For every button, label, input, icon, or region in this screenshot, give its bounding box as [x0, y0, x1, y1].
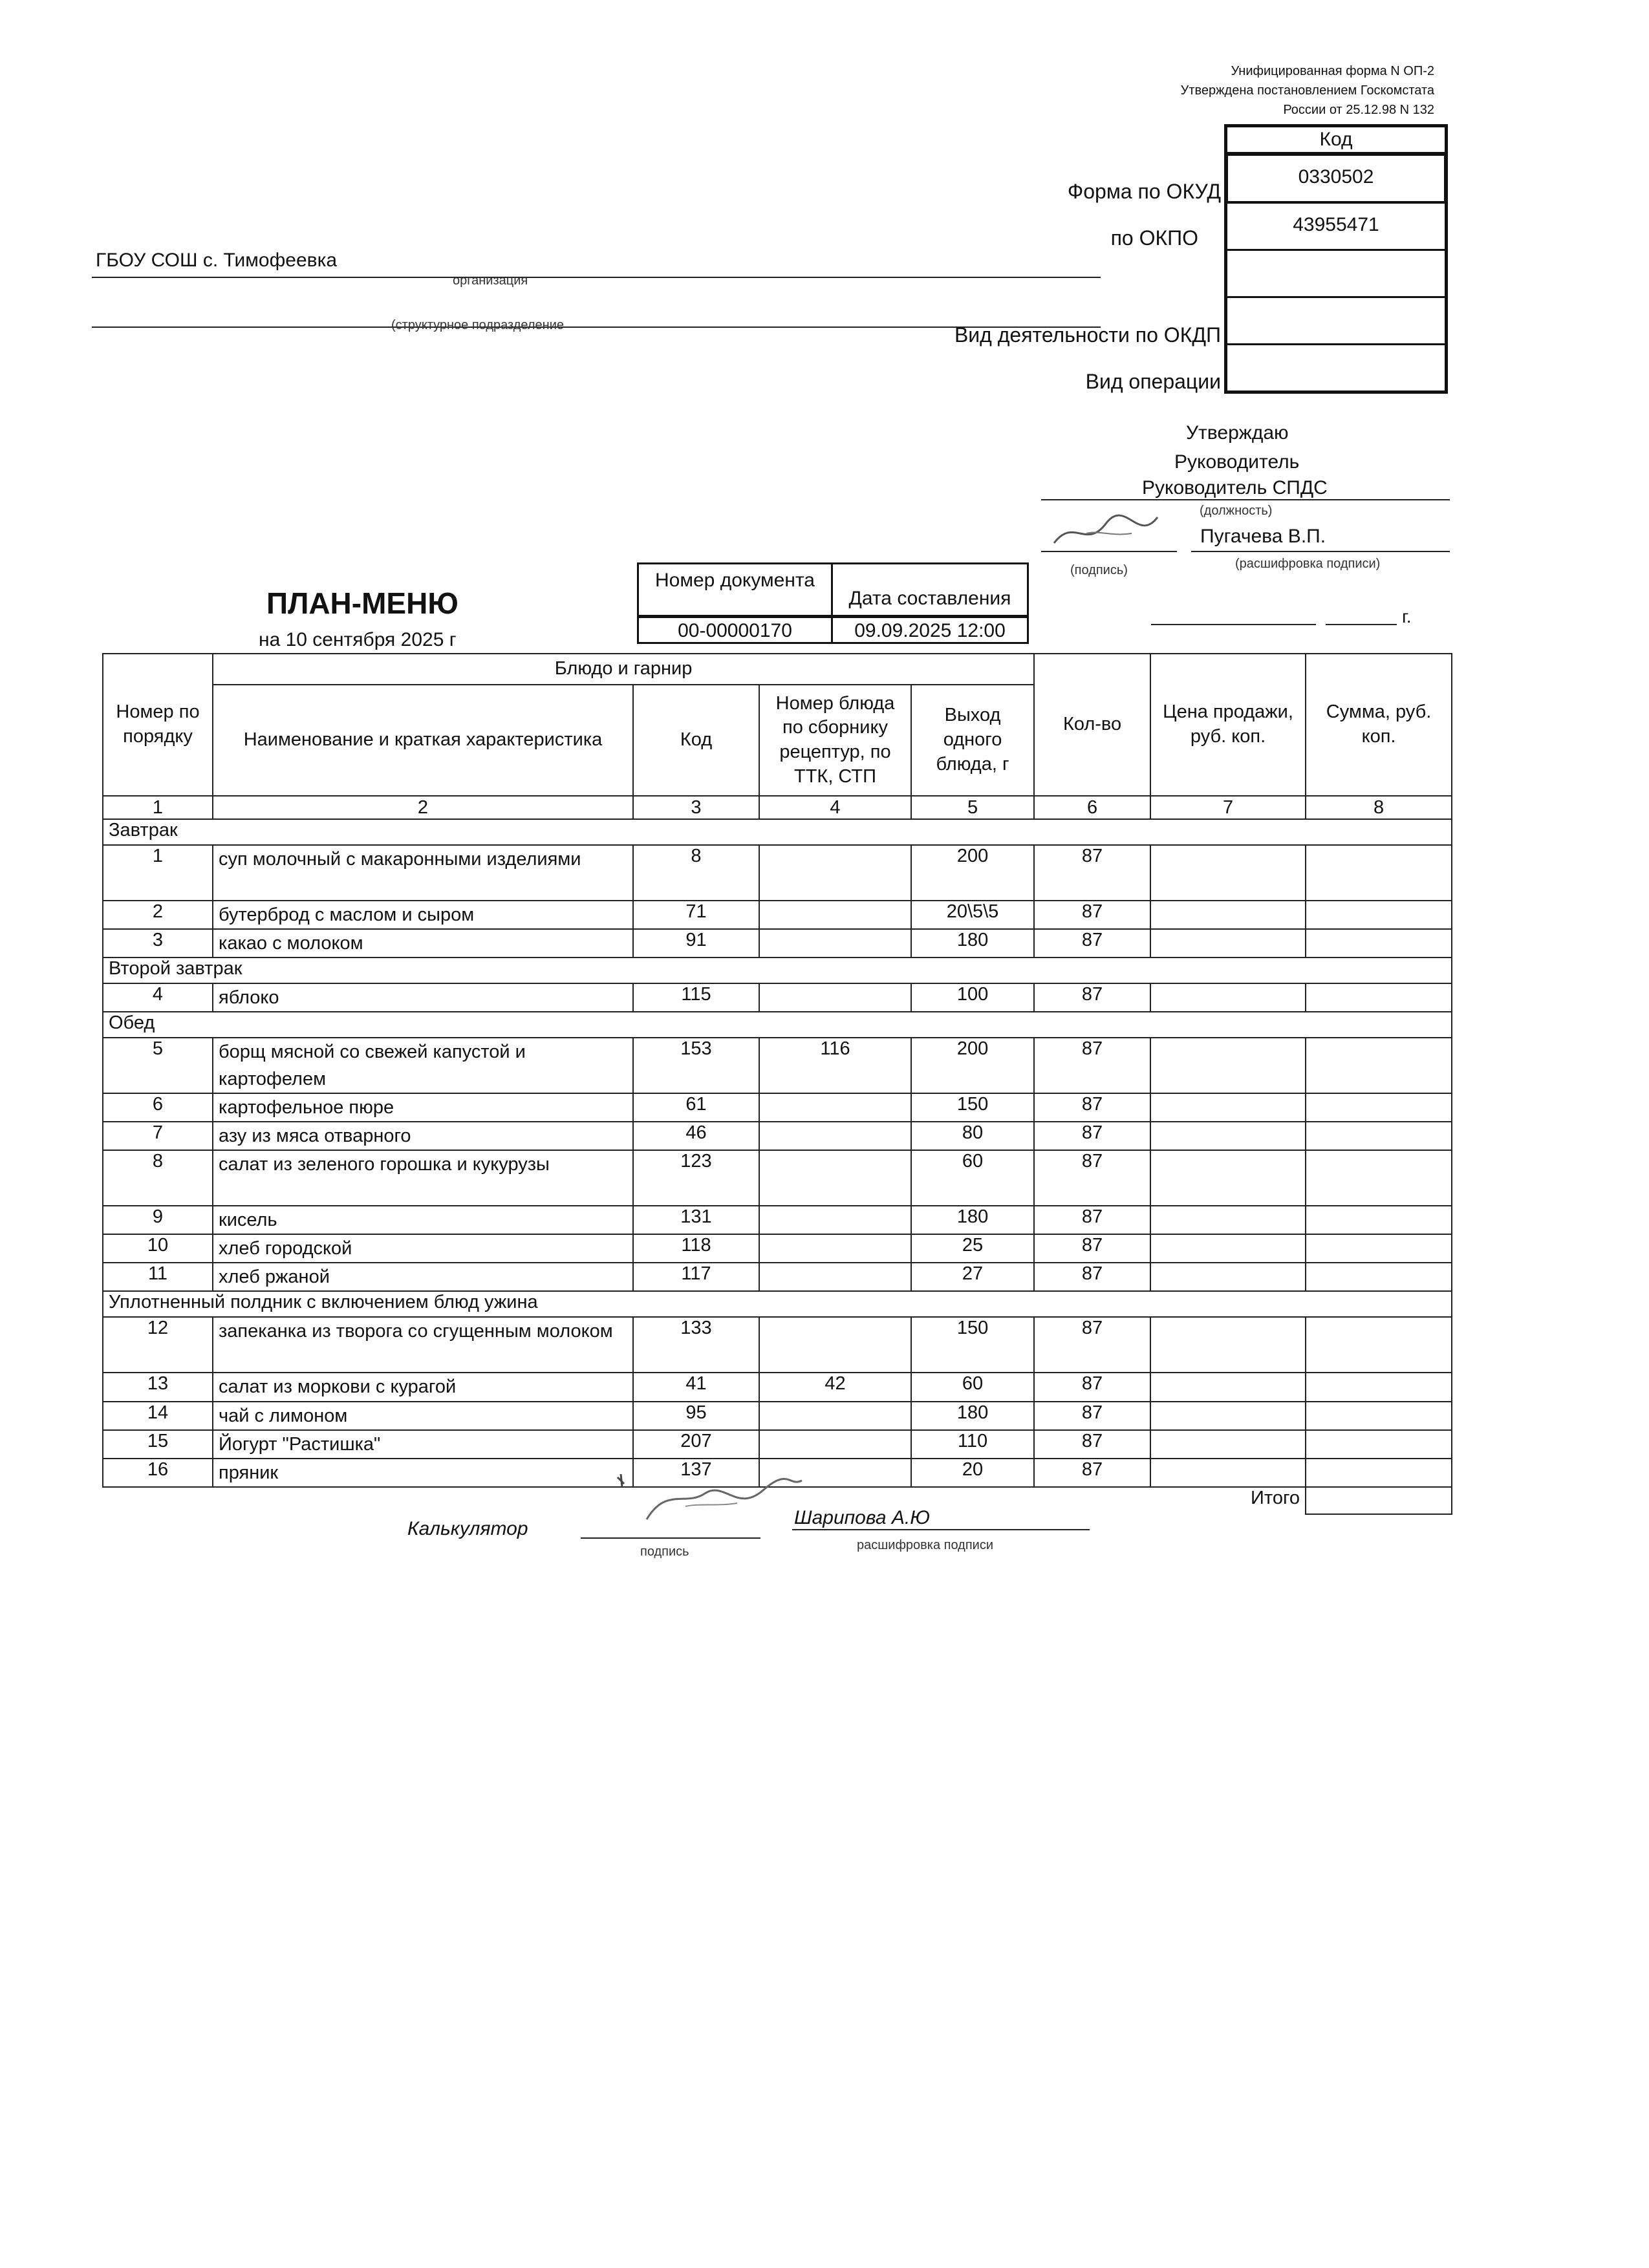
- calc-name-caption: расшифровка подписи: [857, 1538, 994, 1552]
- calculator-signature: [608, 1468, 815, 1532]
- dish-sum: [1306, 1150, 1452, 1206]
- dish-code: 91: [633, 929, 759, 957]
- dish-quantity: 87: [1034, 1150, 1150, 1206]
- date-label: Дата составления: [848, 588, 1011, 609]
- recipe-number: [759, 1402, 911, 1430]
- dish-code: 137: [633, 1459, 759, 1487]
- subdivision-line: [92, 326, 1101, 328]
- dish-quantity: 87: [1034, 1093, 1150, 1122]
- recipe-number: [759, 1263, 911, 1291]
- number-label: Номер документа: [655, 570, 815, 591]
- dish-output: 60: [911, 1150, 1034, 1206]
- row-number: 16: [103, 1459, 213, 1487]
- header-name: Наименование и краткая характеристика: [213, 685, 633, 796]
- dish-code: 115: [633, 983, 759, 1012]
- okud-label: Форма по ОКУД: [1067, 180, 1221, 203]
- code-empty-2: [1227, 298, 1445, 345]
- section-title: Завтрак: [103, 819, 1452, 845]
- recipe-number: [759, 845, 911, 901]
- header-num: Номер по порядку: [103, 654, 213, 796]
- dish-name: какао с молоком: [213, 929, 633, 957]
- row-number: 9: [103, 1206, 213, 1234]
- dish-output: 200: [911, 1038, 1034, 1093]
- calc-sign-caption: подпись: [640, 1545, 689, 1559]
- dish-sum: [1306, 1430, 1452, 1459]
- dish-price: [1150, 1206, 1306, 1234]
- dish-name: пряник: [213, 1459, 633, 1487]
- col-number: 5: [911, 796, 1034, 819]
- col-number: 8: [1306, 796, 1452, 819]
- dish-sum: [1306, 1093, 1452, 1122]
- dish-sum: [1306, 1459, 1452, 1487]
- dish-name: Йогурт "Растишка": [213, 1430, 633, 1459]
- dish-output: 110: [911, 1430, 1034, 1459]
- table-row: [103, 1234, 1452, 1263]
- section-row: [103, 819, 1452, 845]
- table-row: [103, 983, 1452, 1012]
- table-row: [103, 1373, 1452, 1401]
- dish-price: [1150, 983, 1306, 1012]
- document-number-box: [637, 562, 1029, 644]
- menu-table: [102, 653, 1452, 1515]
- dish-price: [1150, 1263, 1306, 1291]
- recipe-number: [759, 1234, 911, 1263]
- okud-value: 0330502: [1225, 153, 1447, 204]
- dish-quantity: 87: [1034, 1459, 1150, 1487]
- dish-name: борщ мясной со свежей капустой и картофелем: [213, 1038, 633, 1093]
- col-number: 1: [103, 796, 213, 819]
- dish-quantity: 87: [1034, 1122, 1150, 1150]
- dish-output: 25: [911, 1234, 1034, 1263]
- dish-price: [1150, 1402, 1306, 1430]
- recipe-number: 42: [759, 1373, 911, 1401]
- row-number: 7: [103, 1122, 213, 1150]
- header-price: Цена продажи, руб. коп.: [1150, 654, 1306, 796]
- dish-code: 133: [633, 1317, 759, 1373]
- dish-code: 95: [633, 1402, 759, 1430]
- total-label: Итого: [103, 1487, 1306, 1514]
- header-output: Выход одного блюда, г: [911, 685, 1034, 796]
- dish-output: 200: [911, 845, 1034, 901]
- menu-body: [103, 819, 1452, 1514]
- dish-sum: [1306, 983, 1452, 1012]
- col-number: 3: [633, 796, 759, 819]
- row-number: 13: [103, 1373, 213, 1401]
- dish-output: 180: [911, 1206, 1034, 1234]
- recipe-number: [759, 901, 911, 929]
- document-title: ПЛАН-МЕНЮ: [266, 586, 458, 620]
- dish-output: 20\5\5: [911, 901, 1034, 929]
- dish-output: 150: [911, 1093, 1034, 1122]
- table-row: [103, 1263, 1452, 1291]
- col-number: 7: [1150, 796, 1306, 819]
- dish-price: [1150, 901, 1306, 929]
- dish-output: 180: [911, 929, 1034, 957]
- calc-sign-line: [581, 1537, 760, 1539]
- date-line-2: [1326, 624, 1397, 625]
- dish-code: 71: [633, 901, 759, 929]
- dish-sum: [1306, 1317, 1452, 1373]
- table-row: [103, 929, 1452, 957]
- recipe-number: [759, 1122, 911, 1150]
- dish-price: [1150, 1122, 1306, 1150]
- recipe-number: [759, 1150, 911, 1206]
- signature-caption: (подпись): [1070, 563, 1128, 577]
- dish-name: картофельное пюре: [213, 1093, 633, 1122]
- dish-quantity: 87: [1034, 983, 1150, 1012]
- dish-price: [1150, 845, 1306, 901]
- date-value: 09.09.2025 12:00: [854, 620, 1006, 641]
- dish-price: [1150, 1234, 1306, 1263]
- dish-output: 60: [911, 1373, 1034, 1401]
- dish-output: 20: [911, 1459, 1034, 1487]
- row-number: 8: [103, 1150, 213, 1206]
- dish-sum: [1306, 1122, 1452, 1150]
- table-row: [103, 1122, 1452, 1150]
- position-line: [1041, 499, 1450, 500]
- dish-quantity: 87: [1034, 929, 1150, 957]
- dish-price: [1150, 1038, 1306, 1093]
- dish-code: 46: [633, 1122, 759, 1150]
- section-title: Обед: [103, 1012, 1452, 1038]
- dish-code: 8: [633, 845, 759, 901]
- section-row: [103, 1012, 1452, 1038]
- dish-code: 123: [633, 1150, 759, 1206]
- header-sum: Сумма, руб. коп.: [1306, 654, 1452, 796]
- dish-code: 61: [633, 1093, 759, 1122]
- subdivision-caption: (структурное подразделение: [391, 318, 565, 332]
- col-number: 4: [759, 796, 911, 819]
- dish-name: салат из зеленого горошка и кукурузы: [213, 1150, 633, 1206]
- dish-sum: [1306, 1402, 1452, 1430]
- dish-price: [1150, 1150, 1306, 1206]
- header-recipe: Номер блюда по сборнику рецептур, по ТТК, СТП: [759, 685, 911, 796]
- recipe-number: [759, 1317, 911, 1373]
- calculator-label: Калькулятор: [407, 1518, 528, 1539]
- section-row: [103, 1291, 1452, 1317]
- dish-quantity: 87: [1034, 1234, 1150, 1263]
- form-note-2: Утверждена постановлением Госкомстата: [1180, 83, 1434, 98]
- dish-name: хлеб ржаной: [213, 1263, 633, 1291]
- dish-price: [1150, 1459, 1306, 1487]
- table-row: [103, 1317, 1452, 1373]
- okdp-label: Вид деятельности по ОКДП: [954, 323, 1221, 347]
- total-value: [1306, 1487, 1452, 1514]
- dish-quantity: 87: [1034, 1038, 1150, 1093]
- row-number: 12: [103, 1317, 213, 1373]
- dish-code: 131: [633, 1206, 759, 1234]
- dish-quantity: 87: [1034, 1263, 1150, 1291]
- okpo-value: 43955471: [1227, 204, 1445, 251]
- column-number-row: [103, 796, 1452, 819]
- approve-position: Руководитель СПДС: [1142, 477, 1328, 498]
- dish-quantity: 87: [1034, 1317, 1150, 1373]
- dish-quantity: 87: [1034, 845, 1150, 901]
- row-number: 4: [103, 983, 213, 1012]
- dish-sum: [1306, 1234, 1452, 1263]
- recipe-number: [759, 1430, 911, 1459]
- table-row: [103, 1430, 1452, 1459]
- header-group: Блюдо и гарнир: [213, 654, 1034, 685]
- table-row: [103, 1150, 1452, 1206]
- approve-line1: Утверждаю: [1186, 422, 1289, 444]
- code-empty-1: [1227, 251, 1445, 298]
- organization-caption: организация: [453, 273, 528, 288]
- form-note-1: Унифицированная форма N ОП-2: [1231, 64, 1434, 78]
- table-row: [103, 901, 1452, 929]
- dish-code: 207: [633, 1430, 759, 1459]
- row-number: 6: [103, 1093, 213, 1122]
- dish-output: 80: [911, 1122, 1034, 1150]
- dish-quantity: 87: [1034, 1373, 1150, 1401]
- col-number: 2: [213, 796, 633, 819]
- dish-quantity: 87: [1034, 901, 1150, 929]
- operation-label: Вид операции: [1085, 370, 1221, 393]
- row-number: 1: [103, 845, 213, 901]
- section-title: Уплотненный полдник с включением блюд ужина: [103, 1291, 1452, 1317]
- dish-name: азу из мяса отварного: [213, 1122, 633, 1150]
- header-qty: Кол-во: [1034, 654, 1150, 796]
- table-row: [103, 1206, 1452, 1234]
- position-caption: (должность): [1200, 504, 1273, 518]
- dish-sum: [1306, 1038, 1452, 1093]
- dish-sum: [1306, 1263, 1452, 1291]
- date-line-1: [1151, 624, 1316, 625]
- dish-quantity: 87: [1034, 1206, 1150, 1234]
- number-value: 00-00000170: [678, 620, 792, 641]
- dish-name: запеканка из творога со сгущенным молоком: [213, 1317, 633, 1373]
- row-number: 11: [103, 1263, 213, 1291]
- dish-code: 153: [633, 1038, 759, 1093]
- row-number: 14: [103, 1402, 213, 1430]
- row-number: 15: [103, 1430, 213, 1459]
- dish-sum: [1306, 901, 1452, 929]
- dish-name: салат из моркови с курагой: [213, 1373, 633, 1401]
- dish-price: [1150, 929, 1306, 957]
- dish-output: 27: [911, 1263, 1034, 1291]
- table-row: [103, 1038, 1452, 1093]
- dish-price: [1150, 1373, 1306, 1401]
- table-row: [103, 845, 1452, 901]
- code-header: Код: [1227, 127, 1445, 154]
- okpo-label: по ОКПО: [1110, 226, 1198, 250]
- dish-quantity: 87: [1034, 1402, 1150, 1430]
- approve-line2: Руководитель: [1174, 451, 1300, 473]
- dish-name: чай с лимоном: [213, 1402, 633, 1430]
- dish-sum: [1306, 845, 1452, 901]
- name-line: [1191, 551, 1450, 552]
- dish-output: 150: [911, 1317, 1034, 1373]
- table-row: [103, 1093, 1452, 1122]
- col-number: 6: [1034, 796, 1150, 819]
- recipe-number: 116: [759, 1038, 911, 1093]
- dish-code: 118: [633, 1234, 759, 1263]
- recipe-number: [759, 1093, 911, 1122]
- dish-name: хлеб городской: [213, 1234, 633, 1263]
- recipe-number: [759, 1206, 911, 1234]
- row-number: 5: [103, 1038, 213, 1093]
- dish-sum: [1306, 1206, 1452, 1234]
- recipe-number: [759, 983, 911, 1012]
- calculator-name: Шарипова А.Ю: [794, 1507, 930, 1528]
- dish-price: [1150, 1093, 1306, 1122]
- calc-name-line: [792, 1529, 1090, 1530]
- dish-name: суп молочный с макаронными изделиями: [213, 845, 633, 901]
- dish-price: [1150, 1430, 1306, 1459]
- organization-line: [92, 277, 1101, 278]
- dish-name: кисель: [213, 1206, 633, 1234]
- row-number: 2: [103, 901, 213, 929]
- dish-code: 41: [633, 1373, 759, 1401]
- section-title: Второй завтрак: [103, 957, 1452, 983]
- approver-signature: [1048, 504, 1170, 556]
- dish-code: 117: [633, 1263, 759, 1291]
- section-row: [103, 957, 1452, 983]
- dish-output: 100: [911, 983, 1034, 1012]
- code-empty-3: [1227, 345, 1445, 390]
- organization-name: ГБОУ СОШ с. Тимофеевка: [96, 250, 338, 271]
- document-subtitle: на 10 сентября 2025 г: [259, 629, 457, 650]
- dish-quantity: 87: [1034, 1430, 1150, 1459]
- table-row: [103, 1402, 1452, 1430]
- approver-name: Пугачева В.П.: [1200, 526, 1326, 547]
- recipe-number: [759, 929, 911, 957]
- dish-sum: [1306, 929, 1452, 957]
- form-note-3: России от 25.12.98 N 132: [1283, 103, 1434, 117]
- dish-output: 180: [911, 1402, 1034, 1430]
- row-number: 10: [103, 1234, 213, 1263]
- dish-name: бутерброд с маслом и сыром: [213, 901, 633, 929]
- row-number: 3: [103, 929, 213, 957]
- dish-name: яблоко: [213, 983, 633, 1012]
- dish-price: [1150, 1317, 1306, 1373]
- year-suffix: г.: [1402, 606, 1412, 626]
- name-caption: (расшифровка подписи): [1235, 557, 1381, 571]
- code-box: [1224, 124, 1448, 394]
- dish-sum: [1306, 1373, 1452, 1401]
- header-code: Код: [633, 685, 759, 796]
